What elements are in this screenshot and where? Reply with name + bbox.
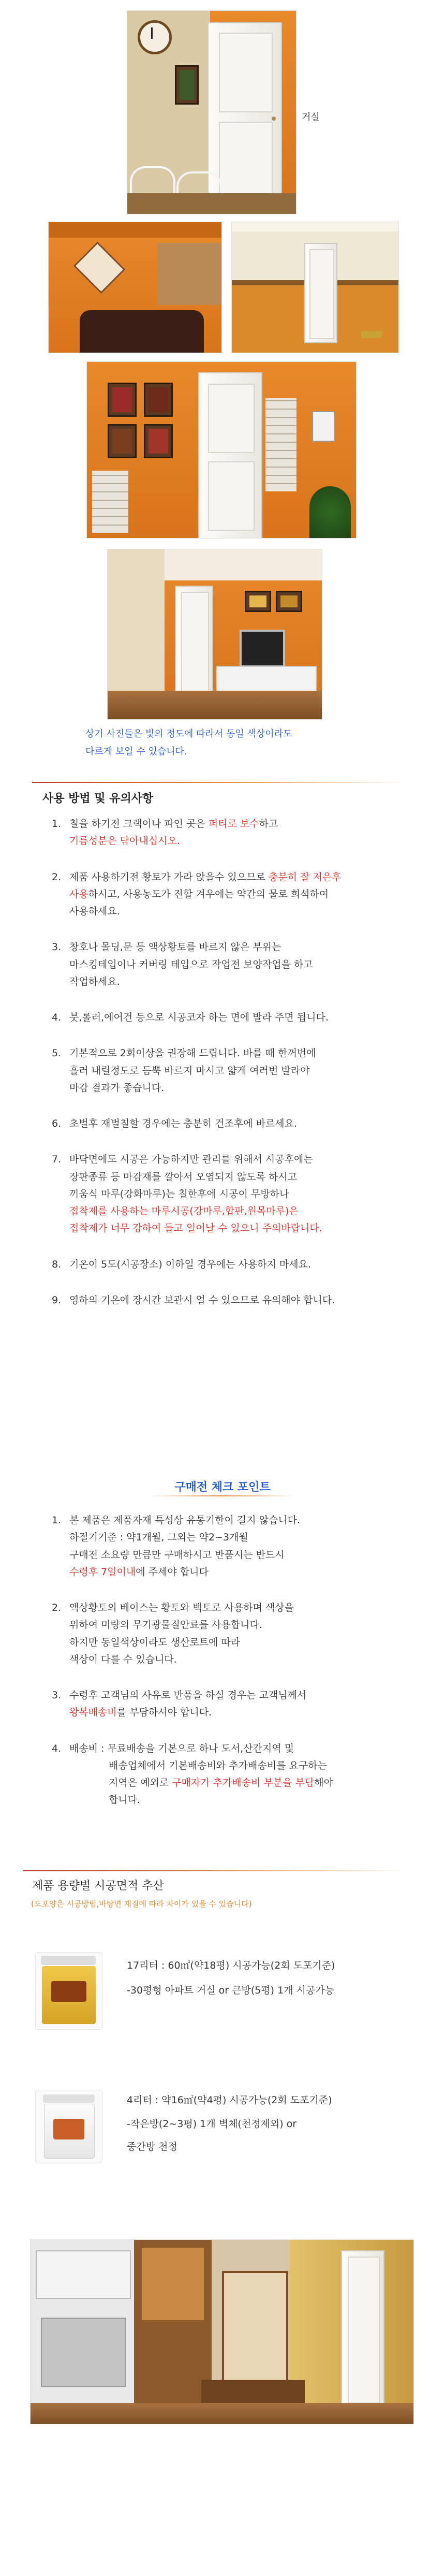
- list-item: 3. 창호나 몰딩,문 등 액상황토를 바르지 않은 부위는 마스킹테입이나 커버링 테입으로 작업전 보양작업을 하고 작업하세요.: [52, 941, 313, 987]
- bucket-17l-spec-line2: -30평형 아파트 거실 or 큰방(5평) 1개 시공가능: [127, 1985, 335, 1996]
- list-item: 4. 배송비 : 무료배송을 기본으로 하나 도서,산간지역 및 배송업체에서 기본배송비와 추가배송비를 요구하는 지역은 예외로 구매자가 추가배송비 부분을 부담해야 합니다.: [52, 1742, 334, 1806]
- list-item: 8. 기온이 5도(시공장소) 이하일 경우에는 사용하지 마세요.: [52, 1258, 311, 1270]
- plant: [309, 486, 351, 538]
- photo-cream-room: [231, 222, 399, 353]
- coverage-section-title: 제품 용량별 시공면적 추산: [32, 1880, 164, 1893]
- coverage-subtitle: (도포양은 시공방법,바탕면 재질에 따라 차이가 있을 수 있습니다): [31, 1899, 252, 1909]
- living-room-caption: 거실: [302, 112, 320, 123]
- list-item: 6. 초벌후 재벌칠할 경우에는 충분히 건조후에 바르세요.: [52, 1118, 298, 1129]
- sofa: [80, 310, 204, 353]
- usage-list: [52, 816, 414, 1328]
- tv: [240, 630, 285, 667]
- photo-kitchen-hallway: [30, 2239, 414, 2424]
- list-item: 3. 수령후 고객님의 사유로 반품을 하실 경우는 고객님께서 왕복배송비를 부담하셔야 합니다.: [52, 1690, 307, 1719]
- list-item: 5. 기본적으로 2회이상을 권장해 드립니다. 바를 때 한꺼번에 흘러 내릴정도로 듬뿍 바르지 마시고 얇게 여러번 발라야 마감 결과가 좋습니다.: [52, 1047, 316, 1094]
- bucket-4l-spec-line3: 중간방 천정: [127, 2141, 177, 2152]
- photo-orange-room-ornament: [48, 222, 222, 353]
- list-item: 4. 붓,롤러,에어건 등으로 시공코자 하는 면에 발라 주면 됩니다.: [52, 1012, 329, 1023]
- photo-living-room: [127, 10, 296, 214]
- list-item: 1. 칠을 하기전 크랙이나 파인 곳은 퍼티로 보수하고 기름성분은 닦아내십시오.: [52, 818, 278, 847]
- list-item: 2. 제품 사용하기전 황토가 가라 앉을수 있으므로 충분히 잘 저은후 사용하시고, 사용농도가 진할 겨우에는 약간의 물로 희석하여 사용하세요.: [52, 871, 342, 917]
- wall-clock-icon: [138, 20, 172, 54]
- list-item: 7. 바닥면에도 시공은 가능하지만 관리를 위해서 시공후에는 장판종류 등 마감재를 깔아서 오염되지 않도록 하시고 끼움식 마루(강화마루)는 칠한후에 시공이 무방하나 접착제를 사용하는 마루시공(강마루,합판,원목마루)은 접착제가 너무 강하여 들고 일어날 수 있으니 주의바랍니다.: [52, 1154, 322, 1234]
- checkpoint-list: [52, 1512, 414, 1828]
- usage-divider: [32, 782, 405, 783]
- photo-color-note-line2: 다르게 보일 수 있습니다.: [85, 746, 187, 757]
- coverage-divider: [23, 1870, 406, 1871]
- list-item: 9. 영하의 기온에 장시간 보관시 얼 수 있으므로 유의해야 합니다.: [52, 1294, 335, 1306]
- bucket-17l-image: [35, 1952, 102, 2030]
- photo-color-note-line1: 상기 사진들은 빛의 정도에 따라서 동일 색상이라도: [85, 729, 292, 739]
- bucket-17l-spec-line1: 17리터 : 60㎡(약18평) 시공가능(2회 도포기준): [127, 1960, 335, 1971]
- usage-section-title: 사용 방법 및 유의사항: [42, 792, 154, 805]
- checkpoint-section-title: 구매전 체크 포인트: [174, 1481, 271, 1494]
- photo-orange-wall-frames: [86, 361, 357, 539]
- photo-tv-room: [107, 549, 322, 720]
- list-item: 2. 액상황토의 베이스는 황토와 백토로 사용하며 색상을 위하여 미량의 무기광물질안료를 사용합니다. 하지만 동일색상이라도 생산로트에 따라 색상이 다를 수 있습니다.: [52, 1602, 294, 1665]
- intercom-panel: [312, 411, 335, 442]
- bucket-4l-spec-line1: 4리터 : 약16㎡(약4평) 시공가능(2회 도포기준): [127, 2094, 332, 2106]
- tv-stand: [216, 666, 317, 694]
- bucket-4l-spec-line2: -작은방(2~3평) 1개 벽체(천정제외) or: [127, 2118, 297, 2130]
- list-item: 1. 본 제품은 제품자재 특성상 유통기한이 길지 않습니다. 하절기기준 : 약1개월, 그외는 약2~3개월 구매전 소요량 만큼만 구매하시고 반품시는 반드시 수령후 7일이내에 주세야 합니다: [52, 1515, 301, 1578]
- bucket-4l-image: [35, 2090, 102, 2163]
- checkpoint-title-underline: [150, 1495, 295, 1496]
